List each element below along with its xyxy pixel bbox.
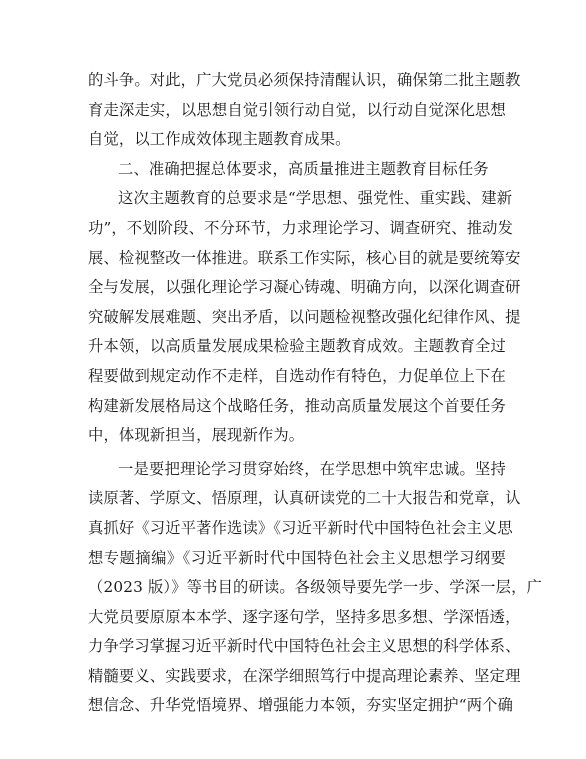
text-line: 展、检视整改一体推进。联系工作实际，核心目的就是要统筹安: [88, 248, 521, 267]
text-line: 构建新发展格局这个战略任务，推动高质量发展这个首要任务: [88, 396, 506, 415]
text-line: 的斗争。对此，广大党员必须保持清醒认识，确保第二批主题教: [88, 71, 521, 89]
text-line: 全与发展，以强化理论学习凝心铸魂、明确方向，以深化调查研: [88, 278, 521, 297]
text-line: 中，体现新担当，展现新作为。: [88, 426, 305, 445]
text-line: 真抓好《习近平著作选读》《习近平新时代中国特色社会主义思: [88, 518, 513, 537]
paragraph: [88, 66, 521, 155]
document-body: [88, 66, 542, 721]
heading-text: 二、准确把握总体要求，高质量推进主题教育目标任务: [118, 159, 489, 178]
text-line: 精髓要义、实践要求，在深学细照笃行中提高理论素养、坚定理: [88, 666, 521, 685]
text-line: 想信念、升华党悟境界、增强能力本领，夯实坚定拥护“两个确: [88, 696, 514, 715]
text-line: 育走深走实，以思想自觉引领行动自觉，以行动自觉深化思想: [88, 100, 506, 119]
paragraph: [88, 455, 542, 721]
text-line: 升本领，以高质量发展成果检验主题教育成效。主题教育全过: [88, 337, 506, 356]
text-line: 究破解发展难题、突出矛盾，以问题检视整改强化纪律作风、提: [88, 307, 521, 326]
text-line: 读原著、学原文、悟原理，认真研读党的二十大报告和党章，认: [88, 489, 521, 508]
text-line: 想专题摘编》《习近平新时代中国特色社会主义思想学习纲要: [88, 548, 506, 567]
text-line: 自觉，以工作成效体现主题教育成果。: [88, 130, 351, 149]
text-line: 力争学习掌握习近平新时代中国特色社会主义思想的科学体系、: [88, 637, 521, 656]
text-line: （2023 版）》等书目的研读。各级领导要先学一步、学深一层，广: [88, 578, 542, 597]
text-line: 这次主题教育的总要求是“学思想、强党性、重实践、建新: [118, 189, 513, 208]
text-line: 一是要把理论学习贯穿始终，在学思想中筑牢忠诚。坚持: [118, 459, 506, 478]
text-line: 功”，不划阶段、不分环节，力求理论学习、调查研究、推动发: [88, 218, 514, 237]
section-heading: [88, 155, 506, 185]
paragraph: [88, 184, 521, 450]
text-line: 程要做到规定动作不走样，自选动作有特色，力促单位上下在: [88, 366, 506, 385]
text-line: 大党员要原原本本学、逐字逐句学，坚持多思多想、学深悟透，: [88, 607, 521, 626]
